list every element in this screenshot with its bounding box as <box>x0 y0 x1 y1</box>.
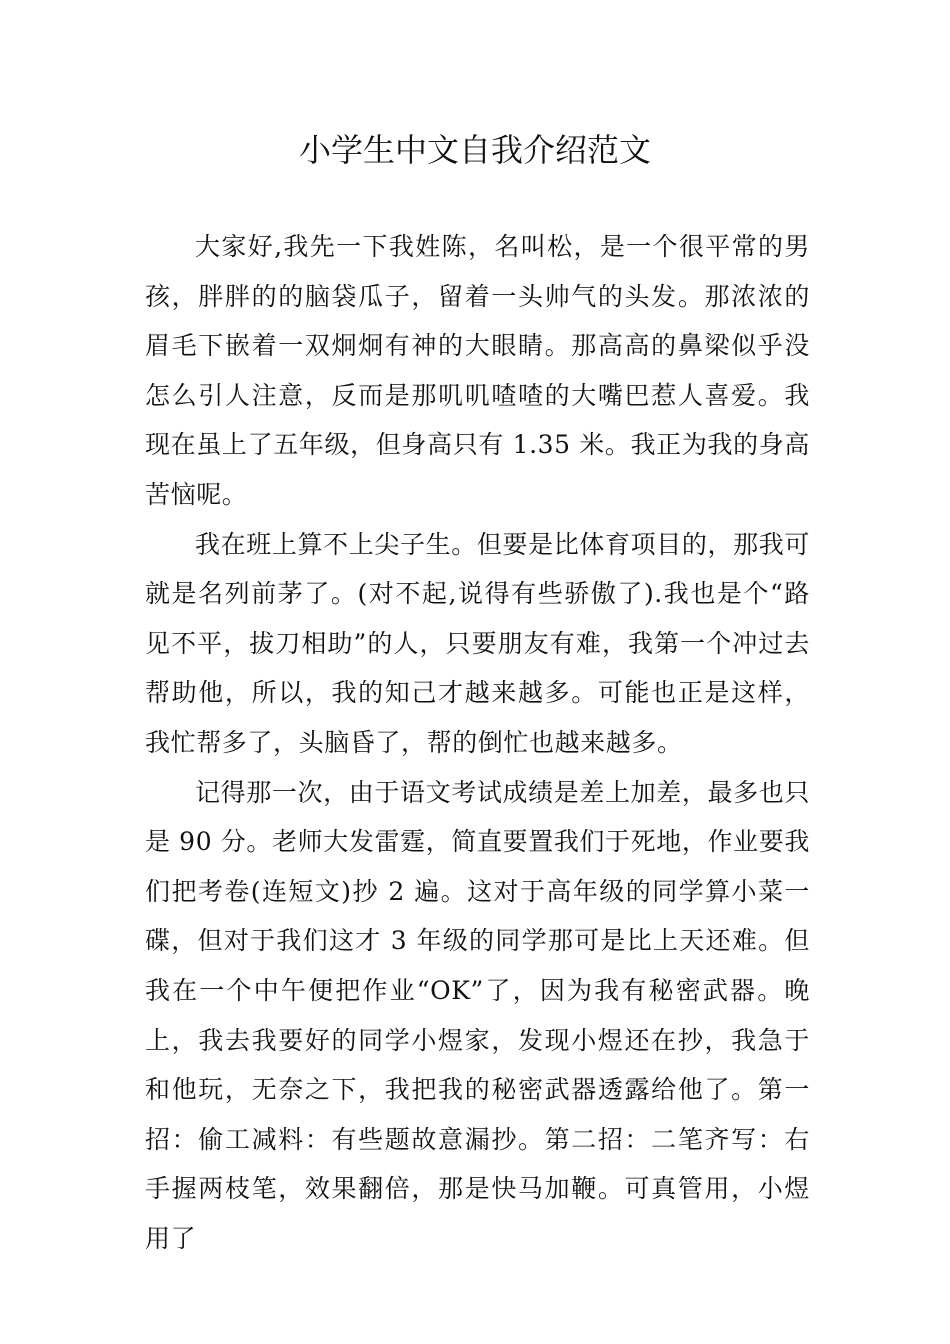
paragraph-3: 记得那一次，由于语文考试成绩是差上加差，最多也只是 90 分。老师大发雷霆，简直要置我们于死地，作业要我们把考卷(连短文)抄 2 遍。这对于高年级的同学算小菜一碟，但对于我们这才 3 年级的同学那可是比上天还难。但我在一个中午便把作业“OK”了，因为我有秘密武器。晚上，我去我要好的同学小煜家，发现小煜还在抄，我急于和他玩，无奈之下，我把我的秘密武器透露给他了。第一招：偷工减料：有些题故意漏抄。第二招：二笔齐写：右手握两枝笔，效果翻倍，那是快马加鞭。可真管用，小煜用了 <box>145 777 810 1253</box>
page-title: 小学生中文自我介绍范文 <box>298 131 651 169</box>
paragraph-2: 我在班上算不上尖子生。但要是比体育项目的，那我可就是名列前茅了。(对不起,说得有些骄傲了).我也是个“路见不平，拔刀相助”的人，只要朋友有难，我第一个冲过去帮助他，所以，我的知己才越来越多。可能也正是这样，我忙帮多了，头脑昏了，帮的倒忙也越来越多。 <box>145 529 810 757</box>
paragraph-1: 大家好,我先一下我姓陈，名叫松，是一个很平常的男孩，胖胖的的脑袋瓜子，留着一头帅气的头发。那浓浓的眉毛下嵌着一双炯炯有神的大眼睛。那高高的鼻梁似乎没怎么引人注意，反而是那叽叽喳喳的大嘴巴惹人喜爱。我现在虽上了五年级，但身高只有 1.35 米。我正为我的身高苦恼呢。 <box>145 232 810 509</box>
document-body <box>145 222 810 1263</box>
